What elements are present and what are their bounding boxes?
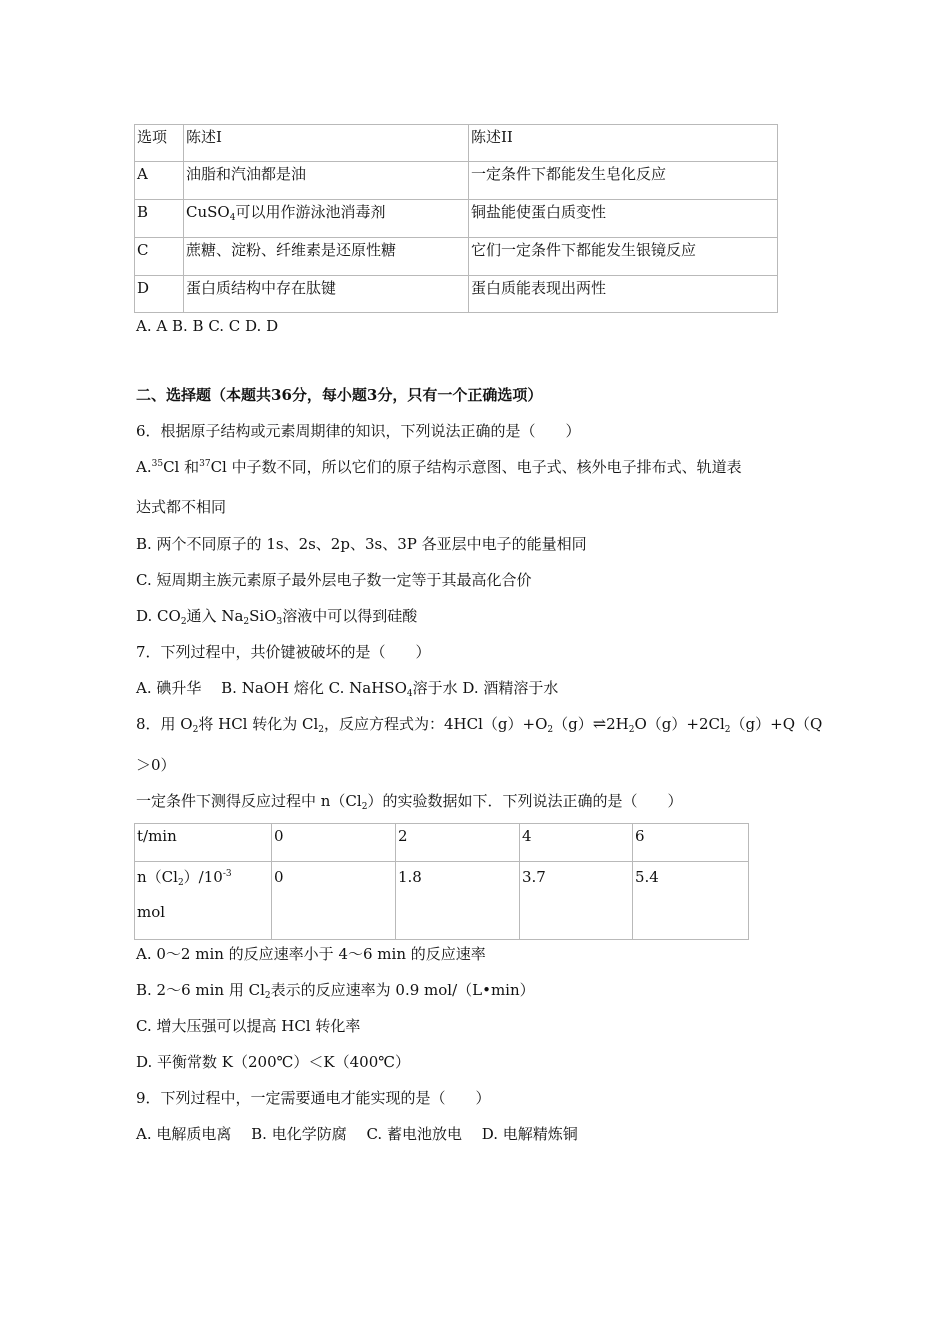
table-cell: C xyxy=(135,238,184,276)
table-cell: 蛋白质结构中存在肽键 xyxy=(184,276,469,313)
table-cell: t/min xyxy=(135,824,272,862)
q6-option-d: D. $CO_2$通入 $Na_2SiO_3$溶液中可以得到硅酸 xyxy=(136,607,418,627)
table-header-row xyxy=(135,125,778,162)
table-cell: 6 xyxy=(633,824,749,862)
q8-stem: 8．用 $O_2$将 HCl 转化为 $Cl_2$，反应方程式为：$4HCl(g)+O_2(g)\rightleftharpoons 2H_2O(g)+2Cl_2(g)+Q(Q$ xyxy=(136,714,823,735)
statement-table xyxy=(134,124,778,313)
table-cell: 0 xyxy=(272,824,396,862)
q7-options: A. 碘升华 B. NaOH 熔化 C. NaHSO$_4$溶于水 D. 酒精溶于水 xyxy=(136,679,559,699)
q6-option-a: A.$^{35}$Cl 和$^{37}$Cl 中子数不同，所以它们的原子结构示意图、电子式、核外电子排布式、轨道表 xyxy=(136,458,742,476)
table-cell: CuSO$_4$可以用作游泳池消毒剂 xyxy=(184,200,469,238)
q6-option-c: C. 短周期主族元素原子最外层电子数一定等于其最高化合价 xyxy=(136,571,532,589)
table-header-cell: 陈述II xyxy=(469,125,778,162)
table-cell: 3.7 xyxy=(520,862,633,940)
q8-option-c: C. 增大压强可以提高 HCl 转化率 xyxy=(136,1017,361,1035)
q7-stem: 7．下列过程中，共价键被破坏的是（ ） xyxy=(136,643,431,661)
table-row xyxy=(135,824,749,862)
table-cell: $n(Cl_2)/10^{-3}$ mol xyxy=(135,862,272,940)
equilibrium-arrow-icon: ⇌ xyxy=(592,714,607,733)
q9-options: A. 电解质电离 B. 电化学防腐 C. 蓄电池放电 D. 电解精炼铜 xyxy=(136,1125,578,1143)
table-row xyxy=(135,162,778,200)
q8-intro: 一定条件下测得反应过程中 $n(Cl_2)$的实验数据如下．下列说法正确的是（ ） xyxy=(136,792,683,812)
table-cell: 它们一定条件下都能发生银镜反应 xyxy=(469,238,778,276)
table-row xyxy=(135,200,778,238)
section-title: 二、选择题（本题共36分，每小题3分，只有一个正确选项） xyxy=(136,386,543,404)
table-cell: A xyxy=(135,162,184,200)
table-cell: D xyxy=(135,276,184,313)
q8-option-a: A. 0～2 min 的反应速率小于 4～6 min 的反应速率 xyxy=(136,945,486,963)
q8-stem-cont: ＞0） xyxy=(136,756,176,774)
data-table xyxy=(134,823,749,940)
table-row xyxy=(135,276,778,313)
table-cell: 5.4 xyxy=(633,862,749,940)
q8-option-d: D. 平衡常数 K（200℃）＜K（400℃） xyxy=(136,1053,411,1071)
table-header-cell: 选项 xyxy=(135,125,184,162)
table-cell: 油脂和汽油都是油 xyxy=(184,162,469,200)
q5-options: A. A B. B C. C D. D xyxy=(136,317,279,335)
q6-stem: 6．根据原子结构或元素周期律的知识，下列说法正确的是（ ） xyxy=(136,422,581,440)
table-header-cell: 陈述I xyxy=(184,125,469,162)
q9-stem: 9．下列过程中，一定需要通电才能实现的是（ ） xyxy=(136,1089,491,1107)
table-cell: 2 xyxy=(396,824,520,862)
table-cell: 4 xyxy=(520,824,633,862)
q6-option-a-cont: 达式都不相同 xyxy=(136,498,227,516)
table-row xyxy=(135,238,778,276)
table-cell: 铜盐能使蛋白质变性 xyxy=(469,200,778,238)
table-cell: B xyxy=(135,200,184,238)
table-cell: 0 xyxy=(272,862,396,940)
table-cell: 一定条件下都能发生皂化反应 xyxy=(469,162,778,200)
table-cell: 1.8 xyxy=(396,862,520,940)
q8-option-b: B. 2～6 min 用 $Cl_2$表示的反应速率为 0.9 mol/（L•min） xyxy=(136,981,535,1001)
table-row xyxy=(135,862,749,940)
q6-option-b: B. 两个不同原子的 1s、2s、2p、3s、3P 各亚层中电子的能量相同 xyxy=(136,535,587,553)
table-cell: 蛋白质能表现出两性 xyxy=(469,276,778,313)
table-cell: 蔗糖、淀粉、纤维素是还原性糖 xyxy=(184,238,469,276)
